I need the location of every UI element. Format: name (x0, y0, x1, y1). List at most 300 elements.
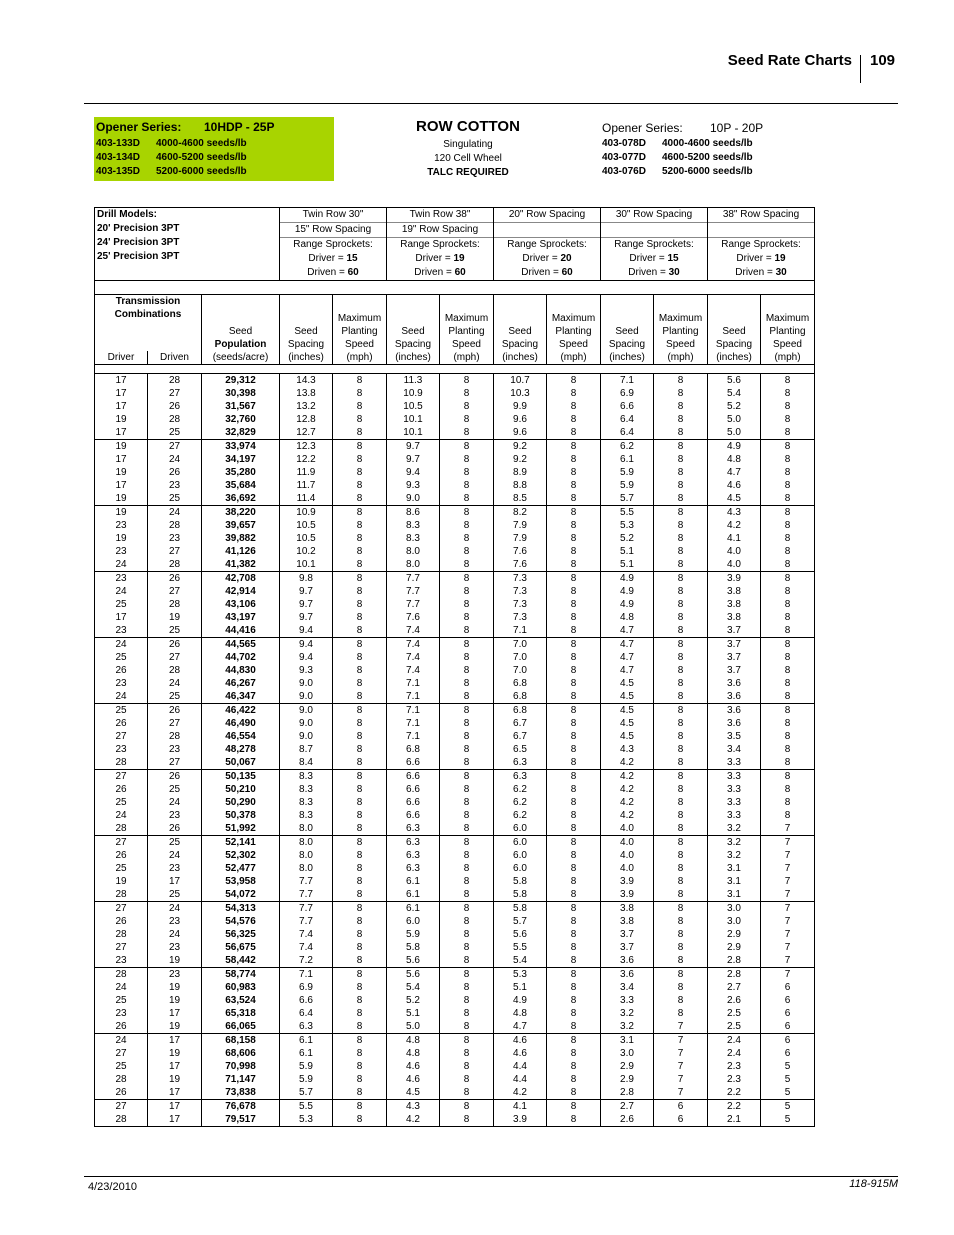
table-cell: 3.6 (708, 717, 761, 730)
table-cell: 8 (547, 968, 601, 982)
table-cell: 8 (761, 638, 815, 652)
table-cell: 3.9 (708, 572, 761, 586)
table-row (95, 1020, 815, 1034)
table-row (95, 809, 815, 822)
table-cell: 2.1 (708, 1113, 761, 1127)
table-cell: 8 (761, 611, 815, 624)
table-row (95, 664, 815, 677)
table-cell: 2.8 (708, 968, 761, 982)
table-cell: 7.7 (280, 902, 333, 916)
table-cell: 7 (654, 1047, 708, 1060)
table-cell: 68,606 (202, 1047, 280, 1060)
table-cell: 3.6 (708, 677, 761, 690)
table-cell: 8 (547, 374, 601, 388)
table-cell: 5.8 (494, 888, 547, 902)
table-cell: 4.7 (494, 1020, 547, 1034)
table-cell: 8 (547, 941, 601, 954)
table-cell: 8 (333, 677, 387, 690)
table-cell: 26 (95, 783, 148, 796)
table-cell: 26 (148, 572, 202, 586)
table-cell: 48,278 (202, 743, 280, 756)
table-cell: 8 (333, 413, 387, 426)
table-cell: 8 (654, 822, 708, 836)
table-cell: 50,378 (202, 809, 280, 822)
driver-sprocket: Driver = 19 (387, 252, 494, 266)
header-spacer (95, 281, 815, 295)
table-cell: 5.1 (601, 545, 654, 558)
table-cell: 17 (95, 426, 148, 440)
table-cell: 8 (547, 981, 601, 994)
table-cell: 8 (654, 981, 708, 994)
table-cell: 6.1 (280, 1047, 333, 1060)
table-cell: 8 (440, 770, 494, 784)
table-cell: 8 (761, 690, 815, 704)
table-cell: 3.8 (708, 611, 761, 624)
table-cell: 8 (440, 440, 494, 454)
table-cell: 8 (440, 783, 494, 796)
table-cell: 4.6 (494, 1047, 547, 1060)
table-cell: 4.4 (494, 1073, 547, 1086)
table-cell: 8 (440, 387, 494, 400)
table-cell: 23 (95, 519, 148, 532)
table-cell: 8 (547, 400, 601, 413)
driver-sprocket: Driver = 20 (494, 252, 601, 266)
table-cell: 23 (148, 809, 202, 822)
table-cell: 9.0 (280, 730, 333, 743)
table-cell: 27 (148, 756, 202, 770)
table-cell: 25 (148, 492, 202, 506)
table-row (95, 822, 815, 836)
table-row (95, 558, 815, 572)
seed-spacing-header: Seed Spacing (inches) (280, 295, 333, 365)
table-cell: 8 (333, 783, 387, 796)
table-cell: 8 (547, 492, 601, 506)
table-cell: 23 (95, 954, 148, 968)
table-cell: 7.0 (494, 664, 547, 677)
table-cell: 2.9 (601, 1060, 654, 1073)
table-cell: 4.3 (387, 1100, 440, 1114)
table-cell: 25 (148, 690, 202, 704)
table-cell: 7.7 (280, 875, 333, 888)
table-cell: 6.6 (387, 756, 440, 770)
driver-sprocket: Driver = 19 (708, 252, 815, 266)
table-cell: 8 (761, 809, 815, 822)
table-row (95, 836, 815, 850)
table-cell: 24 (95, 1034, 148, 1048)
table-cell: 4.5 (601, 730, 654, 743)
table-cell: 27 (95, 770, 148, 784)
table-cell: 3.9 (601, 888, 654, 902)
table-cell: 2.8 (601, 1086, 654, 1100)
table-cell: 5.7 (601, 492, 654, 506)
spacing-title: 20" Row Spacing (494, 208, 601, 223)
range-sprockets-label: Range Sprockets: (708, 238, 815, 253)
table-cell: 41,382 (202, 558, 280, 572)
table-cell: 9.4 (280, 638, 333, 652)
table-cell: 32,760 (202, 413, 280, 426)
table-cell: 7 (761, 968, 815, 982)
table-cell: 27 (95, 730, 148, 743)
table-row (95, 677, 815, 690)
table-cell: 7.7 (280, 888, 333, 902)
table-cell: 8 (333, 796, 387, 809)
table-row (95, 1086, 815, 1100)
table-cell: 4.5 (601, 677, 654, 690)
table-cell: 8 (440, 413, 494, 426)
table-cell: 8 (333, 598, 387, 611)
table-cell: 8 (333, 572, 387, 586)
crop-title-block (380, 116, 556, 180)
table-cell: 8 (654, 558, 708, 572)
table-cell: 8 (440, 545, 494, 558)
table-cell: 24 (148, 453, 202, 466)
table-cell: 6.1 (601, 453, 654, 466)
table-cell: 24 (95, 638, 148, 652)
table-cell: 8 (333, 426, 387, 440)
table-cell: 27 (95, 836, 148, 850)
table-cell: 9.0 (387, 492, 440, 506)
table-cell: 24 (95, 809, 148, 822)
table-cell: 8 (333, 585, 387, 598)
table-cell: 23 (148, 479, 202, 492)
table-cell: 8 (333, 954, 387, 968)
table-cell: 8 (333, 638, 387, 652)
table-cell: 4.0 (708, 545, 761, 558)
table-cell: 8 (654, 387, 708, 400)
table-cell: 6.9 (601, 387, 654, 400)
table-cell: 19 (148, 611, 202, 624)
table-cell: 6.1 (280, 1034, 333, 1048)
table-cell: 8 (547, 796, 601, 809)
table-cell: 6.7 (494, 730, 547, 743)
table-cell: 8 (654, 690, 708, 704)
table-cell: 46,554 (202, 730, 280, 743)
table-cell: 3.6 (708, 704, 761, 718)
table-cell: 9.8 (280, 572, 333, 586)
table-cell: 23 (148, 862, 202, 875)
table-cell: 11.4 (280, 492, 333, 506)
table-cell: 2.4 (708, 1034, 761, 1048)
table-cell: 5.0 (708, 426, 761, 440)
table-cell: 8 (440, 902, 494, 916)
table-cell: 8 (333, 704, 387, 718)
table-cell: 7.3 (494, 585, 547, 598)
table-row (95, 941, 815, 954)
table-cell: 8 (440, 1020, 494, 1034)
table-cell: 3.5 (708, 730, 761, 743)
table-row (95, 862, 815, 875)
table-cell: 3.4 (601, 981, 654, 994)
table-cell: 8 (547, 809, 601, 822)
part-number: 403-133D (96, 138, 140, 149)
table-cell: 4.9 (601, 572, 654, 586)
table-cell: 8 (333, 928, 387, 941)
table-cell: 54,072 (202, 888, 280, 902)
table-row (95, 902, 815, 916)
table-cell: 5.6 (387, 954, 440, 968)
table-cell: 12.8 (280, 413, 333, 426)
table-cell: 8 (333, 756, 387, 770)
table-cell: 28 (95, 1113, 148, 1127)
table-cell: 8 (333, 1113, 387, 1127)
table-cell: 3.7 (708, 624, 761, 638)
table-cell: 4.8 (494, 1007, 547, 1020)
table-cell: 8 (333, 981, 387, 994)
table-cell: 27 (148, 585, 202, 598)
table-cell: 8 (440, 1086, 494, 1100)
table-cell: 8 (654, 572, 708, 586)
table-cell: 17 (148, 1086, 202, 1100)
table-cell: 8 (547, 1086, 601, 1100)
table-cell: 19 (95, 413, 148, 426)
table-row (95, 875, 815, 888)
table-cell: 8 (761, 677, 815, 690)
table-cell: 5.8 (387, 941, 440, 954)
table-cell: 17 (95, 453, 148, 466)
table-cell: 8 (654, 756, 708, 770)
table-cell: 6.0 (494, 849, 547, 862)
table-cell: 4.6 (494, 1034, 547, 1048)
table-cell: 8.4 (280, 756, 333, 770)
table-cell: 4.5 (601, 690, 654, 704)
table-cell: 3.7 (601, 941, 654, 954)
table-cell: 8 (654, 836, 708, 850)
seed-rate: 4000-4600 seeds/lb (662, 138, 753, 149)
table-cell: 8 (440, 836, 494, 850)
table-cell: 5 (761, 1060, 815, 1073)
table-cell: 8 (761, 572, 815, 586)
driven-sprocket: Driven = 30 (601, 266, 708, 281)
drill-models-label: Drill Models: (97, 209, 158, 220)
table-cell: 6.8 (494, 677, 547, 690)
table-cell: 3.8 (708, 585, 761, 598)
table-cell: 8 (440, 506, 494, 520)
header-divider (860, 55, 861, 83)
table-cell: 3.3 (708, 809, 761, 822)
table-cell: 8 (654, 598, 708, 611)
table-cell: 6.1 (387, 875, 440, 888)
table-cell: 7 (761, 875, 815, 888)
crop-subtitle: Singulating (443, 139, 493, 150)
table-cell: 7.7 (280, 915, 333, 928)
table-cell: 23 (148, 941, 202, 954)
page-number: 109 (870, 52, 896, 69)
table-cell: 26 (148, 770, 202, 784)
table-cell: 9.6 (494, 426, 547, 440)
table-cell: 3.1 (708, 888, 761, 902)
table-cell: 8 (440, 651, 494, 664)
table-cell: 8 (440, 572, 494, 586)
table-cell: 8 (547, 730, 601, 743)
table-row (95, 387, 815, 400)
table-cell: 24 (148, 506, 202, 520)
table-cell: 63,524 (202, 994, 280, 1007)
spacing-sub: 15" Row Spacing (280, 223, 387, 238)
table-cell: 28 (95, 888, 148, 902)
table-cell: 8 (440, 756, 494, 770)
table-cell: 5.7 (280, 1086, 333, 1100)
table-cell: 9.0 (280, 690, 333, 704)
table-cell: 6.3 (387, 862, 440, 875)
table-cell: 8 (654, 611, 708, 624)
table-cell: 5 (761, 1113, 815, 1127)
table-row (95, 374, 815, 388)
table-cell: 8 (654, 849, 708, 862)
table-cell: 7 (761, 941, 815, 954)
table-cell: 9.6 (494, 413, 547, 426)
table-cell: 28 (148, 519, 202, 532)
table-row (95, 400, 815, 413)
table-cell: 8 (547, 558, 601, 572)
table-cell: 3.1 (708, 875, 761, 888)
seed-rate: 5200-6000 seeds/lb (156, 166, 247, 177)
table-cell: 43,106 (202, 598, 280, 611)
data-spacer (95, 365, 815, 374)
table-cell: 17 (148, 875, 202, 888)
table-cell: 8 (440, 954, 494, 968)
table-row (95, 756, 815, 770)
table-cell: 8 (333, 743, 387, 756)
table-cell: 4.8 (601, 611, 654, 624)
table-cell: 8 (654, 532, 708, 545)
driven-sprocket: Driven = 60 (494, 266, 601, 281)
table-cell: 44,702 (202, 651, 280, 664)
table-cell: 6.6 (280, 994, 333, 1007)
table-cell: 8 (333, 440, 387, 454)
drill-model: 20' Precision 3PT (97, 223, 180, 234)
table-cell: 25 (95, 1060, 148, 1073)
table-cell: 35,280 (202, 466, 280, 479)
table-cell: 8 (654, 928, 708, 941)
table-row (95, 466, 815, 479)
table-cell: 2.9 (708, 928, 761, 941)
table-cell: 26 (95, 717, 148, 730)
table-row (95, 981, 815, 994)
table-cell: 7.4 (387, 624, 440, 638)
table-cell: 34,197 (202, 453, 280, 466)
table-cell: 27 (95, 1047, 148, 1060)
driver-header: Driver (95, 351, 148, 365)
table-cell: 9.3 (387, 479, 440, 492)
table-cell: 6 (761, 1034, 815, 1048)
table-cell: 8 (440, 862, 494, 875)
table-row (95, 1047, 815, 1060)
table-row (95, 651, 815, 664)
table-cell: 58,442 (202, 954, 280, 968)
table-cell: 8 (333, 374, 387, 388)
table-cell: 8 (761, 492, 815, 506)
table-cell: 2.7 (601, 1100, 654, 1114)
table-cell: 3.3 (708, 756, 761, 770)
table-cell: 7.3 (494, 611, 547, 624)
table-cell: 8 (547, 690, 601, 704)
opener-series-label: Opener Series: (96, 120, 182, 134)
table-cell: 8 (654, 545, 708, 558)
table-cell: 10.5 (387, 400, 440, 413)
table-cell: 5.3 (601, 519, 654, 532)
table-cell: 52,302 (202, 849, 280, 862)
table-cell: 8 (547, 664, 601, 677)
table-cell: 6.3 (494, 770, 547, 784)
table-cell: 8 (547, 651, 601, 664)
table-cell: 7 (654, 1073, 708, 1086)
table-cell: 8 (440, 1113, 494, 1127)
table-cell: 5.5 (280, 1100, 333, 1114)
table-cell: 44,830 (202, 664, 280, 677)
table-cell: 46,267 (202, 677, 280, 690)
table-cell: 8 (547, 413, 601, 426)
table-cell: 8 (440, 994, 494, 1007)
table-cell: 8 (440, 849, 494, 862)
table-cell: 17 (148, 1060, 202, 1073)
seed-spacing-header: Seed Spacing (inches) (601, 295, 654, 365)
table-cell: 5.6 (708, 374, 761, 388)
table-cell: 4.0 (601, 849, 654, 862)
table-cell: 5.9 (280, 1060, 333, 1073)
table-cell: 8 (440, 1007, 494, 1020)
table-cell: 5.4 (708, 387, 761, 400)
table-cell: 2.9 (708, 941, 761, 954)
table-cell: 8 (547, 519, 601, 532)
table-cell: 3.6 (708, 690, 761, 704)
table-cell: 3.3 (601, 994, 654, 1007)
table-cell: 8 (761, 558, 815, 572)
table-cell: 4.3 (708, 506, 761, 520)
table-row (95, 1073, 815, 1086)
table-cell: 8 (761, 519, 815, 532)
table-cell: 8 (440, 822, 494, 836)
table-cell: 8.3 (280, 783, 333, 796)
table-cell: 2.9 (601, 1073, 654, 1086)
table-cell: 5 (761, 1086, 815, 1100)
driver-sprocket: Driver = 15 (601, 252, 708, 266)
table-cell: 8 (440, 598, 494, 611)
table-cell: 8.3 (280, 770, 333, 784)
table-cell: 8 (547, 506, 601, 520)
table-cell: 8 (547, 849, 601, 862)
table-cell: 8 (547, 611, 601, 624)
table-cell: 3.7 (708, 651, 761, 664)
table-cell: 7 (761, 836, 815, 850)
table-cell: 8 (547, 1113, 601, 1127)
table-cell: 8 (440, 743, 494, 756)
table-cell: 3.1 (601, 1034, 654, 1048)
table-cell: 7.3 (494, 572, 547, 586)
seed-population-header: Seed Population (seeds/acre) (202, 295, 280, 365)
table-cell: 8.0 (280, 862, 333, 875)
table-cell: 8 (654, 862, 708, 875)
table-cell: 5.6 (387, 968, 440, 982)
table-cell: 5.9 (387, 928, 440, 941)
table-row (95, 506, 815, 520)
table-cell: 8 (440, 1060, 494, 1073)
seed-rate: 4600-5200 seeds/lb (156, 152, 247, 163)
table-cell: 6.8 (494, 690, 547, 704)
table-cell: 8 (547, 426, 601, 440)
table-cell: 8 (333, 862, 387, 875)
table-cell: 19 (148, 954, 202, 968)
table-cell: 8 (761, 704, 815, 718)
table-cell: 7.3 (494, 598, 547, 611)
table-cell: 27 (148, 651, 202, 664)
table-cell: 8 (654, 809, 708, 822)
spacing-title: 30" Row Spacing (601, 208, 708, 223)
table-cell: 73,838 (202, 1086, 280, 1100)
table-cell: 5.0 (708, 413, 761, 426)
table-cell: 8 (440, 532, 494, 545)
table-cell: 3.8 (601, 902, 654, 916)
table-cell: 4.9 (601, 585, 654, 598)
